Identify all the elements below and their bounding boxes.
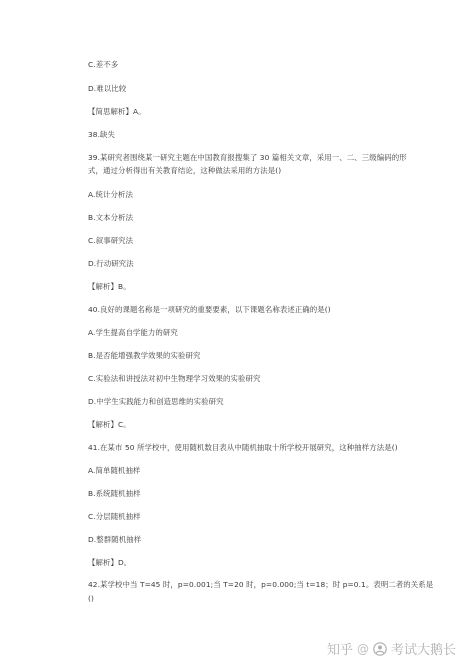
option-d-prev: D.难以比较	[88, 84, 127, 93]
question-38: 38.缺失	[88, 130, 116, 139]
question-39-option-d: D.行动研究法	[88, 259, 134, 268]
question-40: 40.良好的课题名称是一项研究的重要要素，以下课题名称表述正确的是()	[88, 305, 331, 314]
question-39-option-c: C.叙事研究法	[88, 236, 134, 245]
avatar-icon	[373, 642, 387, 656]
question-41-answer: 【解析】D。	[88, 558, 132, 567]
option-c-prev: C.差不多	[88, 60, 119, 69]
question-40-option-b: B.是否能增强教学效果的实验研究	[88, 351, 201, 360]
question-40-option-c: C.实验法和讲授法对初中生物理学习效果的实验研究	[88, 374, 261, 383]
question-41-option-c: C.分层随机抽样	[88, 512, 141, 521]
question-41-option-b: B.系统随机抽样	[88, 489, 141, 498]
watermark-separator: @	[356, 641, 369, 656]
question-39-answer: 【解析】B。	[88, 282, 131, 291]
question-39-line1: 39.某研究者围绕某一研究主题在中国教育报搜集了 30 篇相关文章，采用一、二、三级编码的形	[88, 153, 407, 162]
watermark-site: 知乎	[326, 643, 353, 658]
question-39-option-a: A.统计分析法	[88, 190, 133, 199]
question-39-line2: 式，通过分析得出有关教育结论，这种做法采用的方法是()	[88, 166, 282, 175]
question-41-option-d: D.整群随机抽样	[88, 535, 142, 544]
question-42-line1: 42.某学校中当 T=45 时，p=0.001;当 T=20 时，p=0.000;当 t=18；时 p=0.1。表明二者的关系是	[88, 580, 434, 589]
answer-prev: 【简思解析】A。	[88, 107, 146, 116]
question-40-option-a: A.学生提高自学能力的研究	[88, 328, 178, 337]
question-40-option-d: D.中学生实践能力和创造思维的实验研究	[88, 397, 224, 406]
zhihu-watermark	[327, 639, 456, 658]
question-42-line2: ()	[88, 594, 94, 603]
question-41-option-a: A.简单随机抽样	[88, 466, 141, 475]
watermark-author: 考试大鹅长	[390, 643, 456, 658]
question-41: 41.在某市 50 所学校中，使用随机数目表从中随机抽取十所学校开展研究，这种抽样方法是()	[88, 443, 398, 452]
question-39-option-b: B.文本分析法	[88, 213, 134, 222]
question-40-answer: 【解析】C。	[88, 420, 131, 429]
